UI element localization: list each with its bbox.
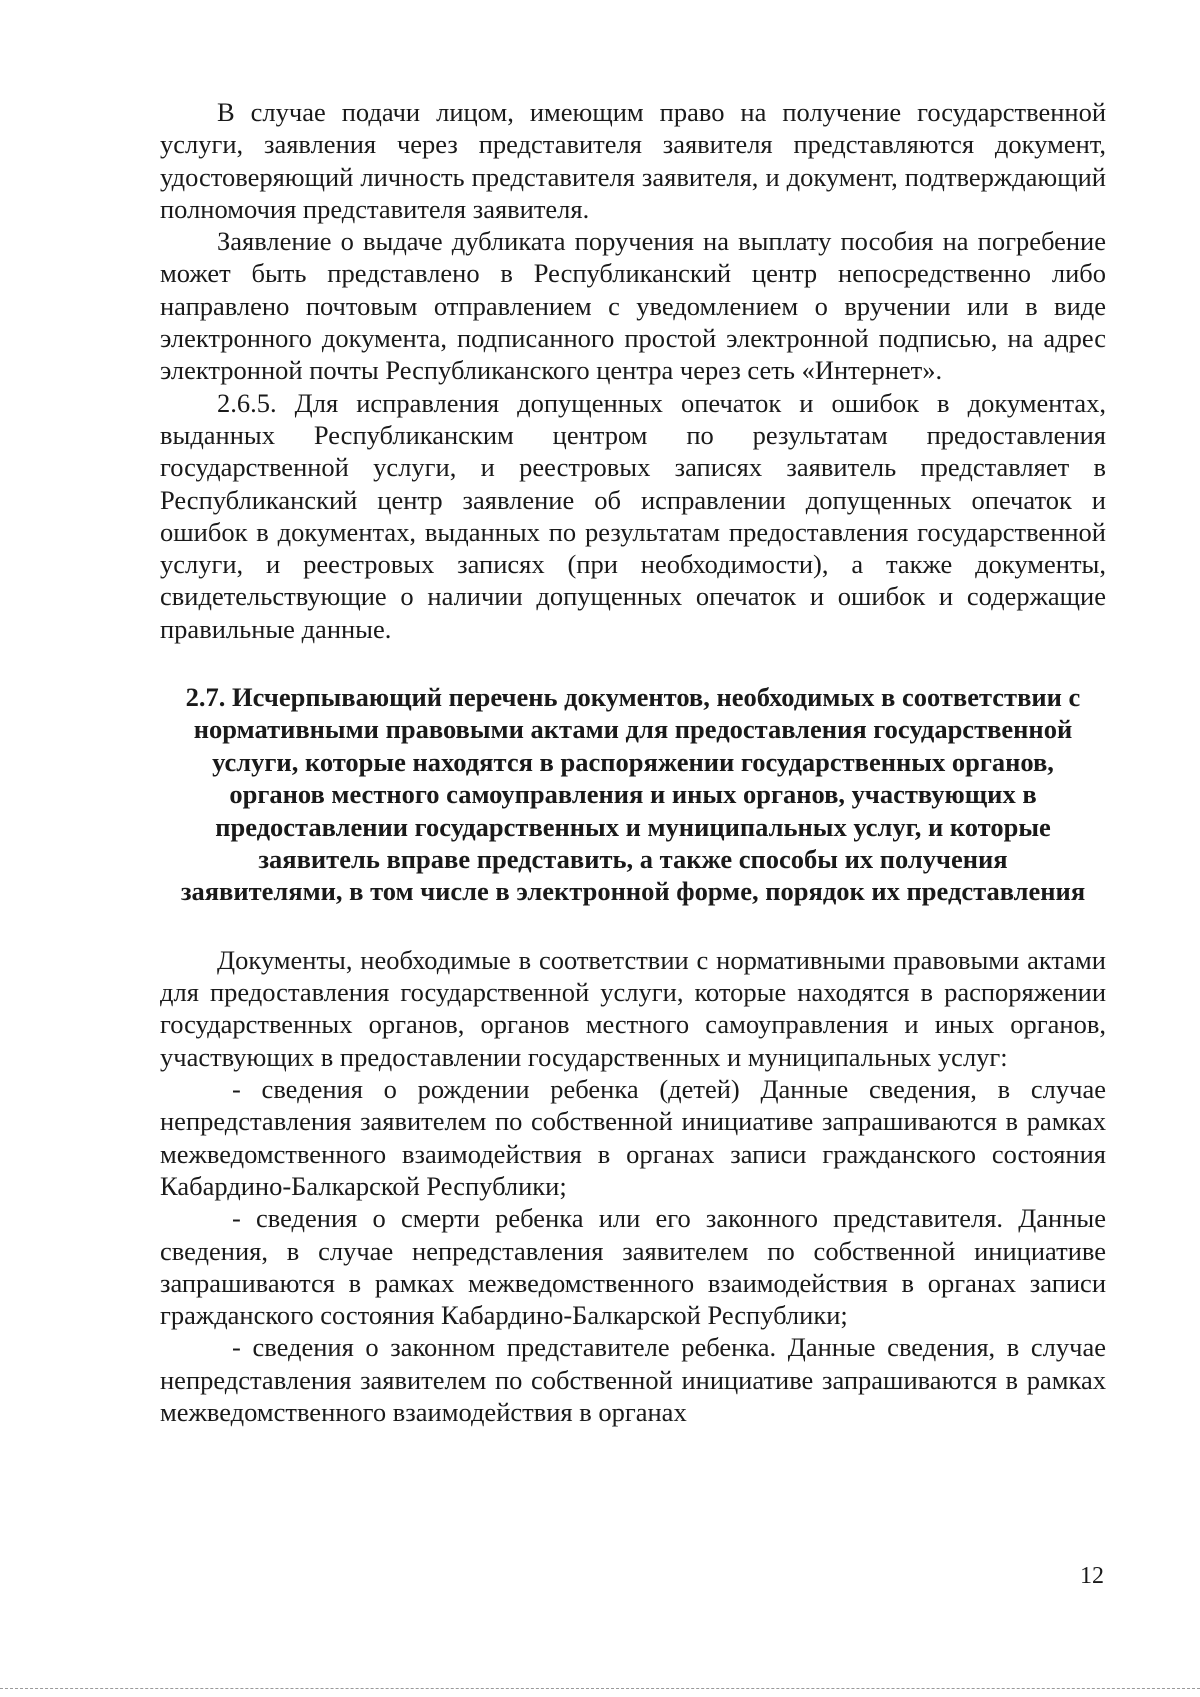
document-page xyxy=(160,96,1106,1428)
list-item-birth-info: - сведения о рождении ребенка (детей) Данные сведения, в случае непредставления заявителем по собственной инициативе запрашиваются в рамках межведомственного взаимодействия в органах записи гражданского состояния Кабардино-Балкарской Республики; xyxy=(160,1074,1106,1201)
paragraph-2-6-5-corrections: 2.6.5. Для исправления допущенных опечаток и ошибок в документах, выданных Республиканским центром по результатам предоставления государственной услуги, и реестровых записях заявитель представляет в Республиканский центр заявление об исправлении допущенных опечаток и ошибок в документах, выданных по результатам предоставления государственной услуги, и реестровых записях (при необходимости), а также документы, свидетельствующие о наличии допущенных опечаток и ошибок и содержащие правильные данные. xyxy=(160,387,1106,644)
paragraph-representative-documents: В случае подачи лицом, имеющим право на получение государственной услуги, заявления через представителя заявителя представляются документ, удостоверяющий личность представителя заявителя, и документ, подтверждающий полномочия представителя заявителя. xyxy=(160,97,1106,224)
list-item-death-info: - сведения о смерти ребенка или его законного представителя. Данные сведения, в случае непредставления заявителем по собственной инициативе запрашиваются в рамках межведомственного взаимодействия в органах записи гражданского состояния Кабардино-Балкарской Республики; xyxy=(160,1203,1106,1331)
section-heading-2-7: 2.7. Исчерпывающий перечень документов, необходимых в соответствии с нормативными правовыми актами для предоставления государственной услуги, которые находятся в распоряжении государственных органов, органов местного самоуправления и иных органов, участвующих в предоставлении государственных и муниципальных услуг, и которые заявитель вправе представить, а также способы их получения заявителями, в том числе в электронной форме, порядок их представления xyxy=(180,682,1086,907)
page-number: 12 xyxy=(1080,1563,1104,1589)
paragraph-duplicate-application: Заявление о выдаче дубликата поручения на выплату пособия на погребение может быть представлено в Республиканский центр непосредственно либо направлено почтовым отправлением с уведомлением о вручении или в виде электронного документа, подписанного простой электронной подписью, на адрес электронной почты Республиканского центра через сеть «Интернет». xyxy=(160,226,1106,386)
paragraph-required-documents-intro: Документы, необходимые в соответствии с нормативными правовыми актами для предоставления государственной услуги, которые находятся в распоряжении государственных органов, органов местного самоуправления и иных органов, участвующих в предоставлении государственных и муниципальных услуг: xyxy=(160,944,1106,1072)
list-item-legal-representative-info: - сведения о законном представителе ребенка. Данные сведения, в случае непредставления заявителем по собственной инициативе запрашиваются в рамках межведомственного взаимодействия в органах xyxy=(160,1332,1106,1428)
scan-edge-divider xyxy=(0,1688,1200,1689)
